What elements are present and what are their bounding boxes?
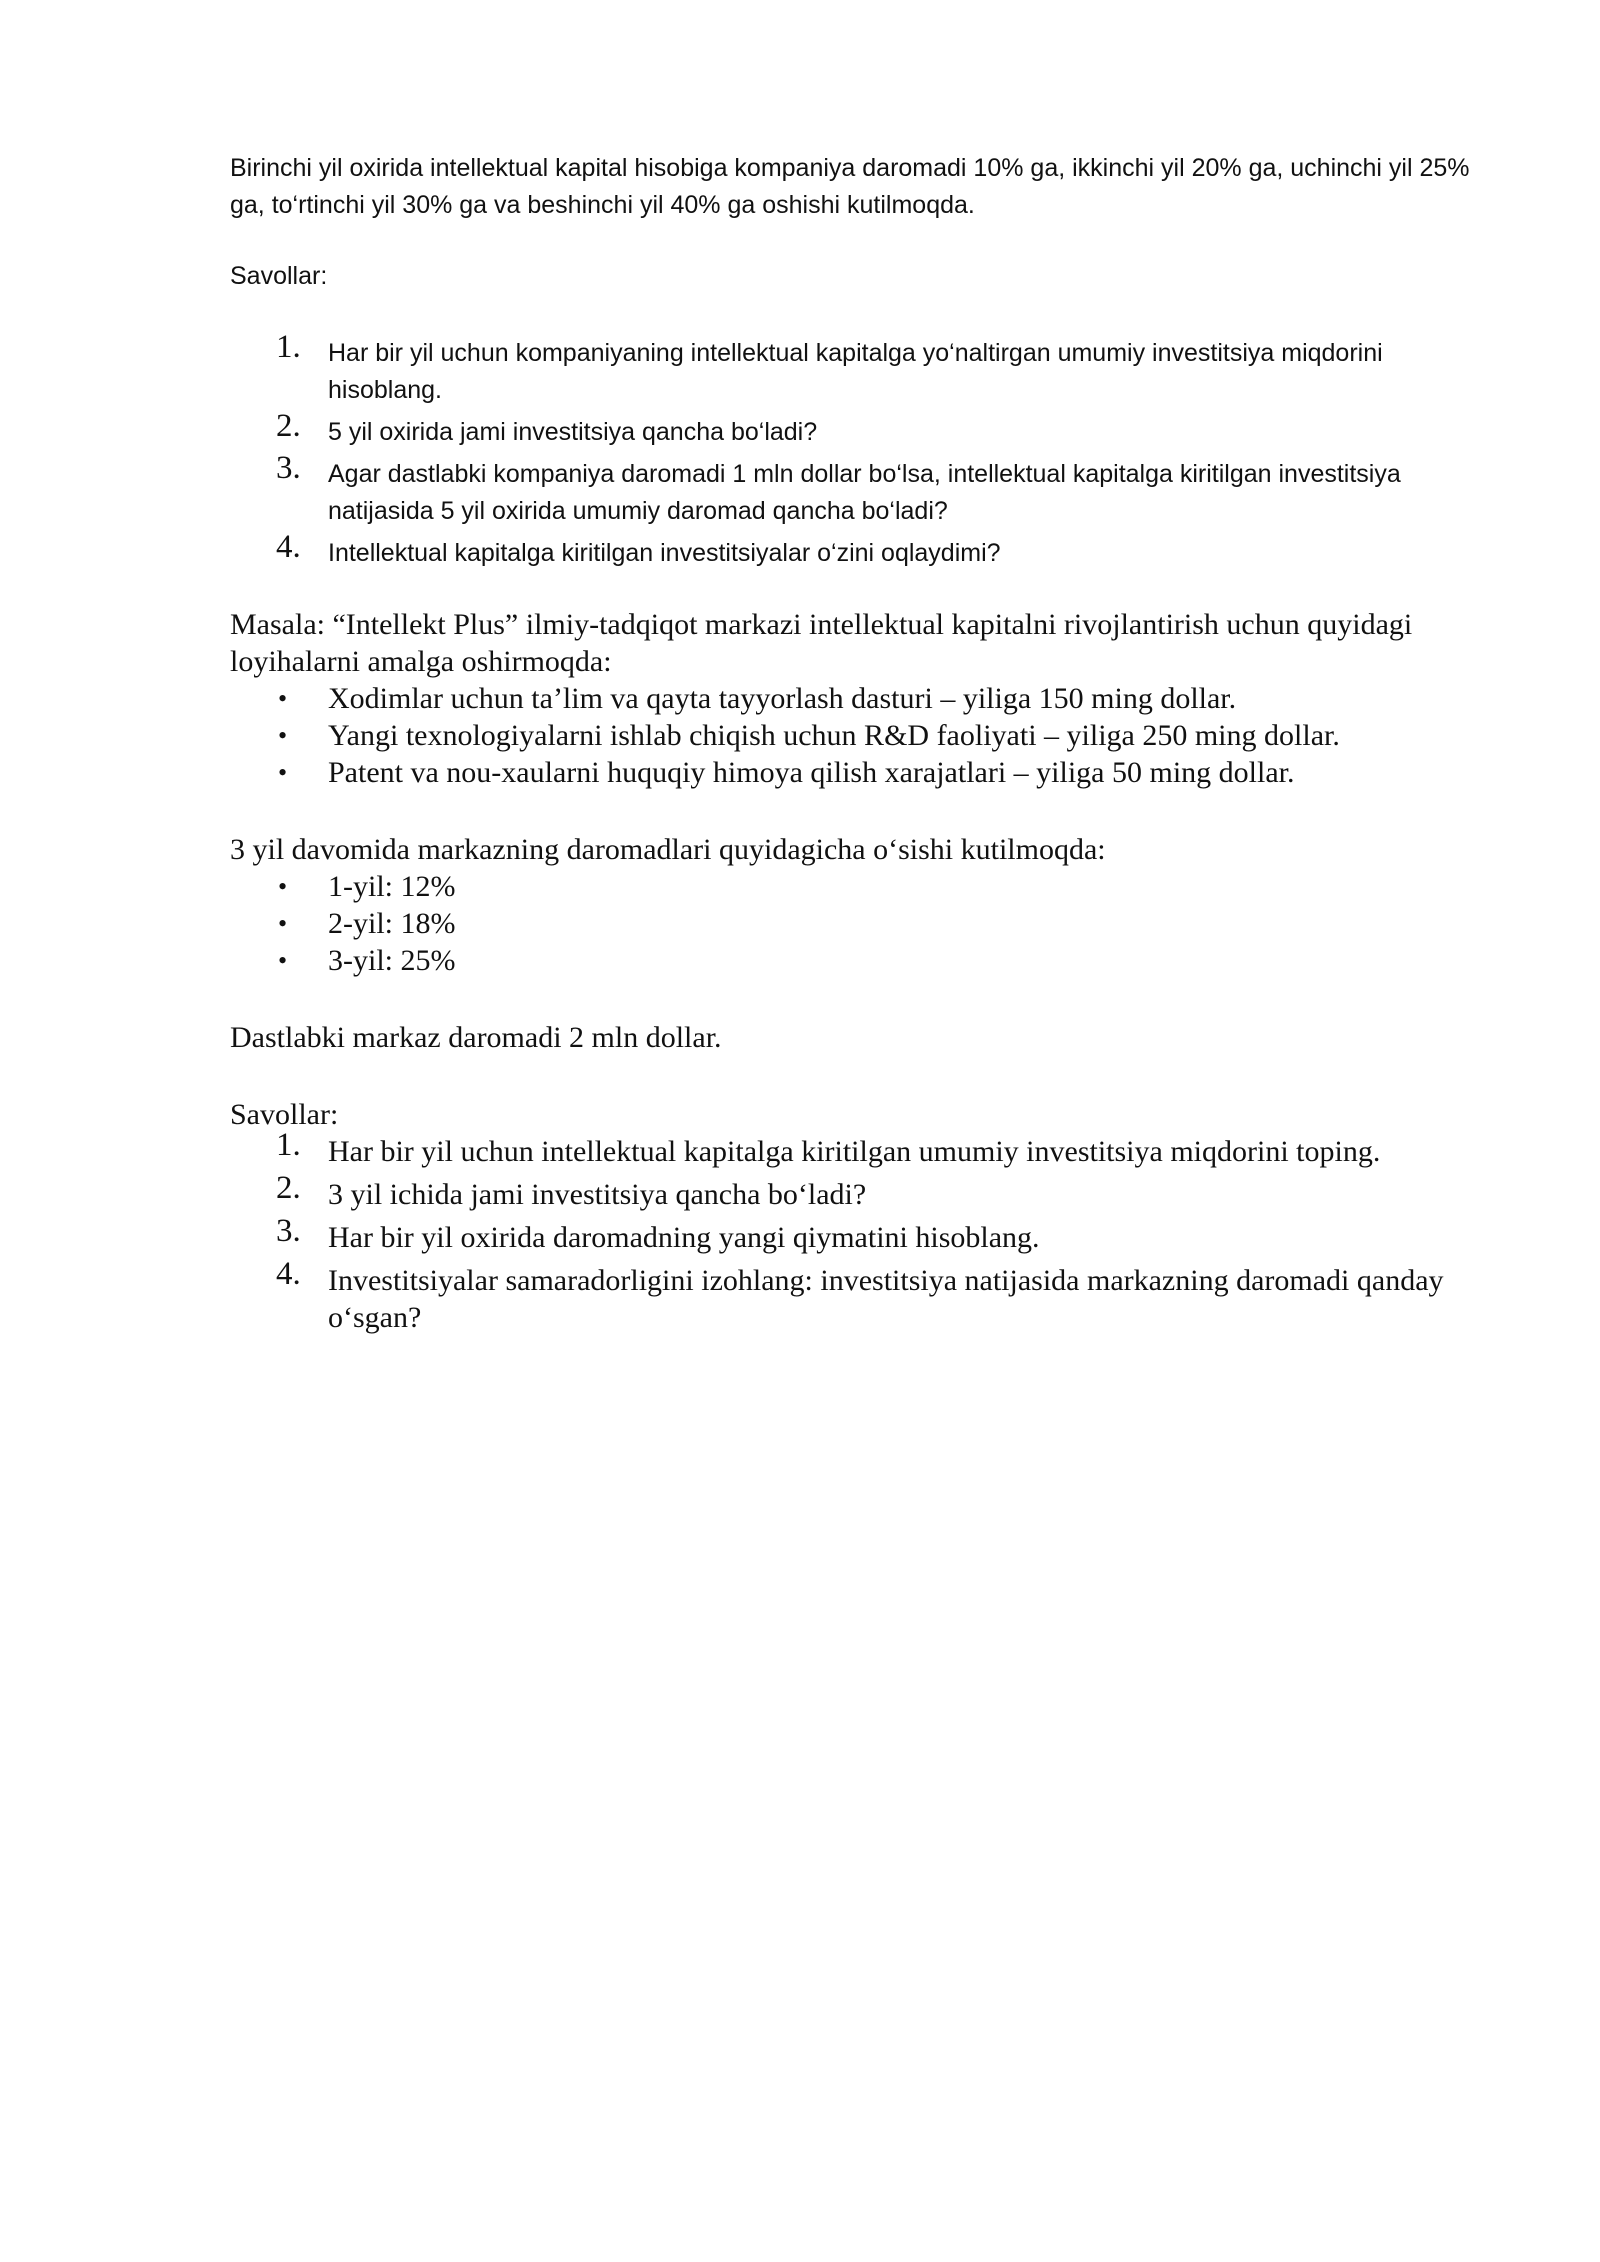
list-number: 2.: [276, 408, 301, 444]
list-item-text: 1-yil: 12%: [328, 870, 456, 903]
list-item: [230, 1170, 1490, 1213]
questions-list-2: [230, 1127, 1490, 1336]
list-item-text: Investitsiyalar samaradorligini izohlang: investitsiya natijasida markazning daromadi qanday o‘sgan?: [328, 1264, 1444, 1334]
questions-list-1: [230, 329, 1490, 572]
intro-paragraph: Birinchi yil oxirida intellektual kapital hisobiga kompaniya daromadi 10% ga, ikkinchi yil 20% ga, uchinchi yil 25% ga, to‘rtinchi yil 30% ga va beshinchi yil 40% ga oshishi kutilmoqda.: [230, 154, 1470, 219]
list-item: [230, 680, 1490, 717]
list-item-text: 3 yil ichida jami investitsiya qancha bo‘ladi?: [328, 1178, 867, 1211]
problem-paragraph: Masala: “Intellekt Plus” ilmiy-tadqiqot markazi intellektual kapitalni rivojlantirish uchun quyidagi loyihalarni amalga oshirmoqda:: [230, 608, 1413, 678]
list-item: [230, 754, 1490, 791]
list-number: 1.: [276, 1127, 301, 1163]
list-item-text: Xodimlar uchun ta’lim va qayta tayyorlash dasturi – yiliga 150 ming dollar.: [328, 682, 1237, 715]
list-number: 3.: [276, 1213, 301, 1249]
list-item: [230, 942, 1490, 979]
list-number: 4.: [276, 529, 301, 565]
questions-heading-1: Savollar:: [230, 262, 328, 290]
bullet-icon: •: [278, 758, 288, 787]
list-item: [230, 1256, 1490, 1336]
list-item: [230, 329, 1490, 409]
document-page: [230, 150, 1490, 1342]
bullet-icon: •: [278, 872, 288, 901]
list-item: [230, 717, 1490, 754]
bullet-icon: •: [278, 909, 288, 938]
list-item-text: Patent va nou-xaularni huquqiy himoya qilish xarajatlari – yiliga 50 ming dollar.: [328, 756, 1295, 789]
bullet-icon: •: [278, 684, 288, 713]
list-item-text: Har bir yil uchun kompaniyaning intellektual kapitalga yo‘naltirgan umumiy investitsiya miqdorini hisoblang.: [328, 339, 1383, 404]
list-item-text: Har bir yil uchun intellektual kapitalga kiritilgan umumiy investitsiya miqdorini toping.: [328, 1135, 1381, 1168]
list-item-text: Har bir yil oxirida daromadning yangi qiymatini hisoblang.: [328, 1221, 1040, 1254]
list-item-text: Agar dastlabki kompaniya daromadi 1 mln dollar bo‘lsa, intellektual kapitalga kiritilgan investitsiya natijasida 5 yil oxirida umumiy daromad qancha bo‘ladi?: [328, 460, 1401, 525]
list-item-text: Yangi texnologiyalarni ishlab chiqish uchun R&D faoliyati – yiliga 250 ming dollar.: [328, 719, 1340, 752]
list-item: [230, 408, 1490, 451]
list-item-text: 2-yil: 18%: [328, 907, 456, 940]
list-number: 4.: [276, 1256, 301, 1292]
bullet-icon: •: [278, 721, 288, 750]
bullet-icon: •: [278, 946, 288, 975]
list-item-text: 3-yil: 25%: [328, 944, 456, 977]
list-item: [230, 529, 1490, 572]
list-number: 3.: [276, 450, 301, 486]
list-item: [230, 905, 1490, 942]
projects-list: [230, 680, 1490, 791]
growth-intro: 3 yil davomida markazning daromadlari quyidagicha o‘sishi kutilmoqda:: [230, 833, 1106, 866]
list-item: [230, 868, 1490, 905]
list-number: 1.: [276, 329, 301, 365]
list-item: [230, 1127, 1490, 1170]
questions-heading-2: Savollar:: [230, 1098, 339, 1131]
list-item: [230, 1213, 1490, 1256]
list-item: [230, 450, 1490, 530]
list-number: 2.: [276, 1170, 301, 1206]
list-item-text: 5 yil oxirida jami investitsiya qancha bo‘ladi?: [328, 418, 818, 446]
initial-revenue: Dastlabki markaz daromadi 2 mln dollar.: [230, 1021, 722, 1054]
list-item-text: Intellektual kapitalga kiritilgan investitsiyalar o‘zini oqlaydimi?: [328, 539, 1001, 567]
growth-list: [230, 868, 1490, 979]
